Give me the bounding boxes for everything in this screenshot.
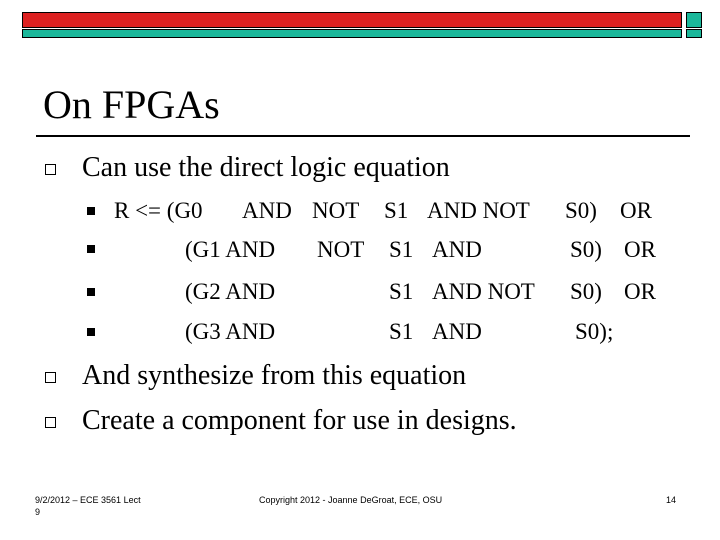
slide-number: 14 (666, 495, 677, 505)
equation-token: S1 (389, 237, 414, 262)
footer-date-course: 9/2/2012 – ECE 3561 Lect (35, 495, 141, 505)
equation-token: (G2 AND (185, 279, 276, 304)
footer-lecture-number: 9 (35, 507, 41, 517)
bullet-text-3: Create a component for use in designs. (82, 405, 517, 436)
footer-copyright: Copyright 2012 - Joanne DeGroat, ECE, OSU (259, 495, 443, 505)
filled-square-bullet-icon (87, 328, 95, 336)
header-bar-red (22, 12, 682, 28)
equation-token: S1 (389, 279, 414, 304)
equation-token: S0) (570, 237, 602, 262)
title-underline (36, 135, 690, 137)
equation-token: S1 (389, 319, 414, 344)
equation-token: S0); (575, 319, 614, 344)
hollow-square-bullet-icon (45, 417, 56, 428)
equation-token: AND NOT (432, 279, 535, 304)
equation-token: S0) (570, 279, 602, 304)
header-square-top (686, 12, 702, 28)
equation-token: NOT (312, 198, 360, 223)
equation-token: (G3 AND (185, 319, 276, 344)
equation-token: S1 (384, 198, 409, 223)
header-square-bottom (686, 29, 702, 38)
bullet-text-2: And synthesize from this equation (82, 360, 467, 391)
equation-token: AND NOT (427, 198, 530, 223)
equation-token: OR (620, 198, 652, 223)
equation-token: S0) (565, 198, 597, 223)
filled-square-bullet-icon (87, 207, 95, 215)
filled-square-bullet-icon (87, 245, 95, 253)
header-bar-green (22, 29, 682, 38)
equation-token: AND (242, 198, 292, 223)
equation-token: OR (624, 279, 656, 304)
equation-token: NOT (317, 237, 365, 262)
equation-token: AND (432, 319, 482, 344)
equation-token: OR (624, 237, 656, 262)
equation-token: AND (432, 237, 482, 262)
hollow-square-bullet-icon (45, 164, 56, 175)
equation-token: (G1 AND (185, 237, 276, 262)
bullet-text-1: Can use the direct logic equation (82, 152, 450, 183)
slide-title: On FPGAs (43, 82, 220, 127)
filled-square-bullet-icon (87, 288, 95, 296)
equation-token: R <= (G0 (114, 198, 203, 223)
hollow-square-bullet-icon (45, 372, 56, 383)
